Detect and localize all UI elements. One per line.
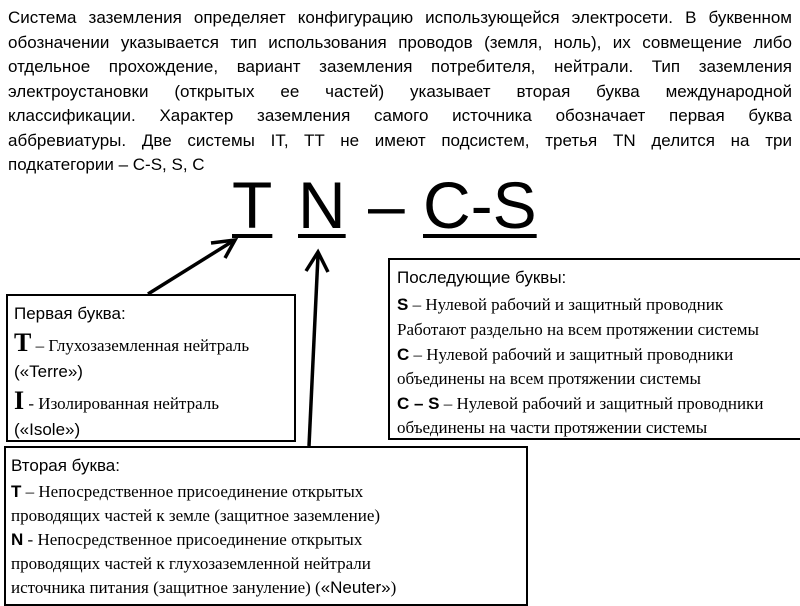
second-letter-n-desc2: проводящих частей к глухозаземленной нейтрали xyxy=(11,554,371,573)
first-letter-t-origin: («Terre») xyxy=(14,362,83,381)
first-letter-t-desc: – Глухозаземленная нейтраль xyxy=(31,336,250,355)
second-letter-t-desc: – Непосредственное присоединение открытых xyxy=(21,482,364,501)
second-letter-t-desc2: проводящих частей к земле (защитное заземление) xyxy=(11,506,381,525)
first-letter-heading: Первая буква: xyxy=(14,304,126,323)
intro-paragraph xyxy=(8,6,792,178)
second-letter-n-origin: «Neuter» xyxy=(320,578,391,597)
subsequent-cs-letter: C – S xyxy=(397,394,440,413)
second-letter-n-close: ) xyxy=(390,578,397,597)
first-letter-i-desc: - Изолированная нейтраль xyxy=(24,394,220,413)
second-letter-box xyxy=(4,446,528,606)
first-letter-t: T xyxy=(14,328,32,357)
intro-line: Система заземления определяет конфигурацию использующейся электросети. В буквенном xyxy=(8,8,792,27)
intro-line: обозначении указывается тип использования проводов (земля, ноль), их совмещение либо xyxy=(8,32,792,52)
formula-letters-cs: C-S xyxy=(423,168,537,242)
formula-letter-t: T xyxy=(232,168,273,242)
subsequent-cs-desc: – Нулевой рабочий и защитный проводники xyxy=(439,394,764,413)
second-letter-n: N xyxy=(11,530,24,549)
intro-line: подкатегории – C-S, S, C xyxy=(8,155,205,174)
subsequent-c-desc2: объединены на всем протяжении системы xyxy=(397,369,701,388)
subsequent-c-desc: – Нулевой рабочий и защитный проводники xyxy=(409,345,734,364)
formula-dash: – xyxy=(368,168,405,242)
first-letter-box xyxy=(6,294,296,442)
second-letter-t: T xyxy=(11,482,22,501)
arrow-second-letter xyxy=(306,252,328,446)
subsequent-s-desc2: Работают раздельно на всем протяжении системы xyxy=(397,320,759,339)
first-letter-i-origin: («Isole») xyxy=(14,420,81,439)
subsequent-c-letter: C xyxy=(397,345,410,364)
intro-line: отдельное прохождение, вариант заземления потребителя, нейтрали. Тип заземления xyxy=(8,57,792,76)
intro-line: аббревиатуры. Две системы IT, TT не имеют подсистем, третья TN делится на три xyxy=(8,130,792,150)
subsequent-cs-desc2: объединены на части протяжении системы xyxy=(397,418,708,437)
intro-line: классификации. Характер заземления самого источника обозначает первая буква xyxy=(8,106,792,125)
second-letter-n-desc3: источника питания (защитное зануление) ( xyxy=(11,578,321,597)
subsequent-letters-box xyxy=(388,258,800,440)
arrow-first-letter xyxy=(148,240,235,294)
first-letter-i: I xyxy=(14,386,25,415)
formula-letter-n: N xyxy=(298,168,346,242)
subsequent-heading: Последующие буквы: xyxy=(397,268,567,287)
second-letter-heading: Вторая буква: xyxy=(11,456,120,475)
subsequent-s-letter: S xyxy=(397,295,409,314)
second-letter-n-desc: - Непосредственное присоединение открытых xyxy=(23,530,363,549)
intro-line: электроустановки (открытых ее частей) указывает вторая буква международной xyxy=(8,81,792,101)
subsequent-s-desc: – Нулевой рабочий и защитный проводник xyxy=(408,295,724,314)
